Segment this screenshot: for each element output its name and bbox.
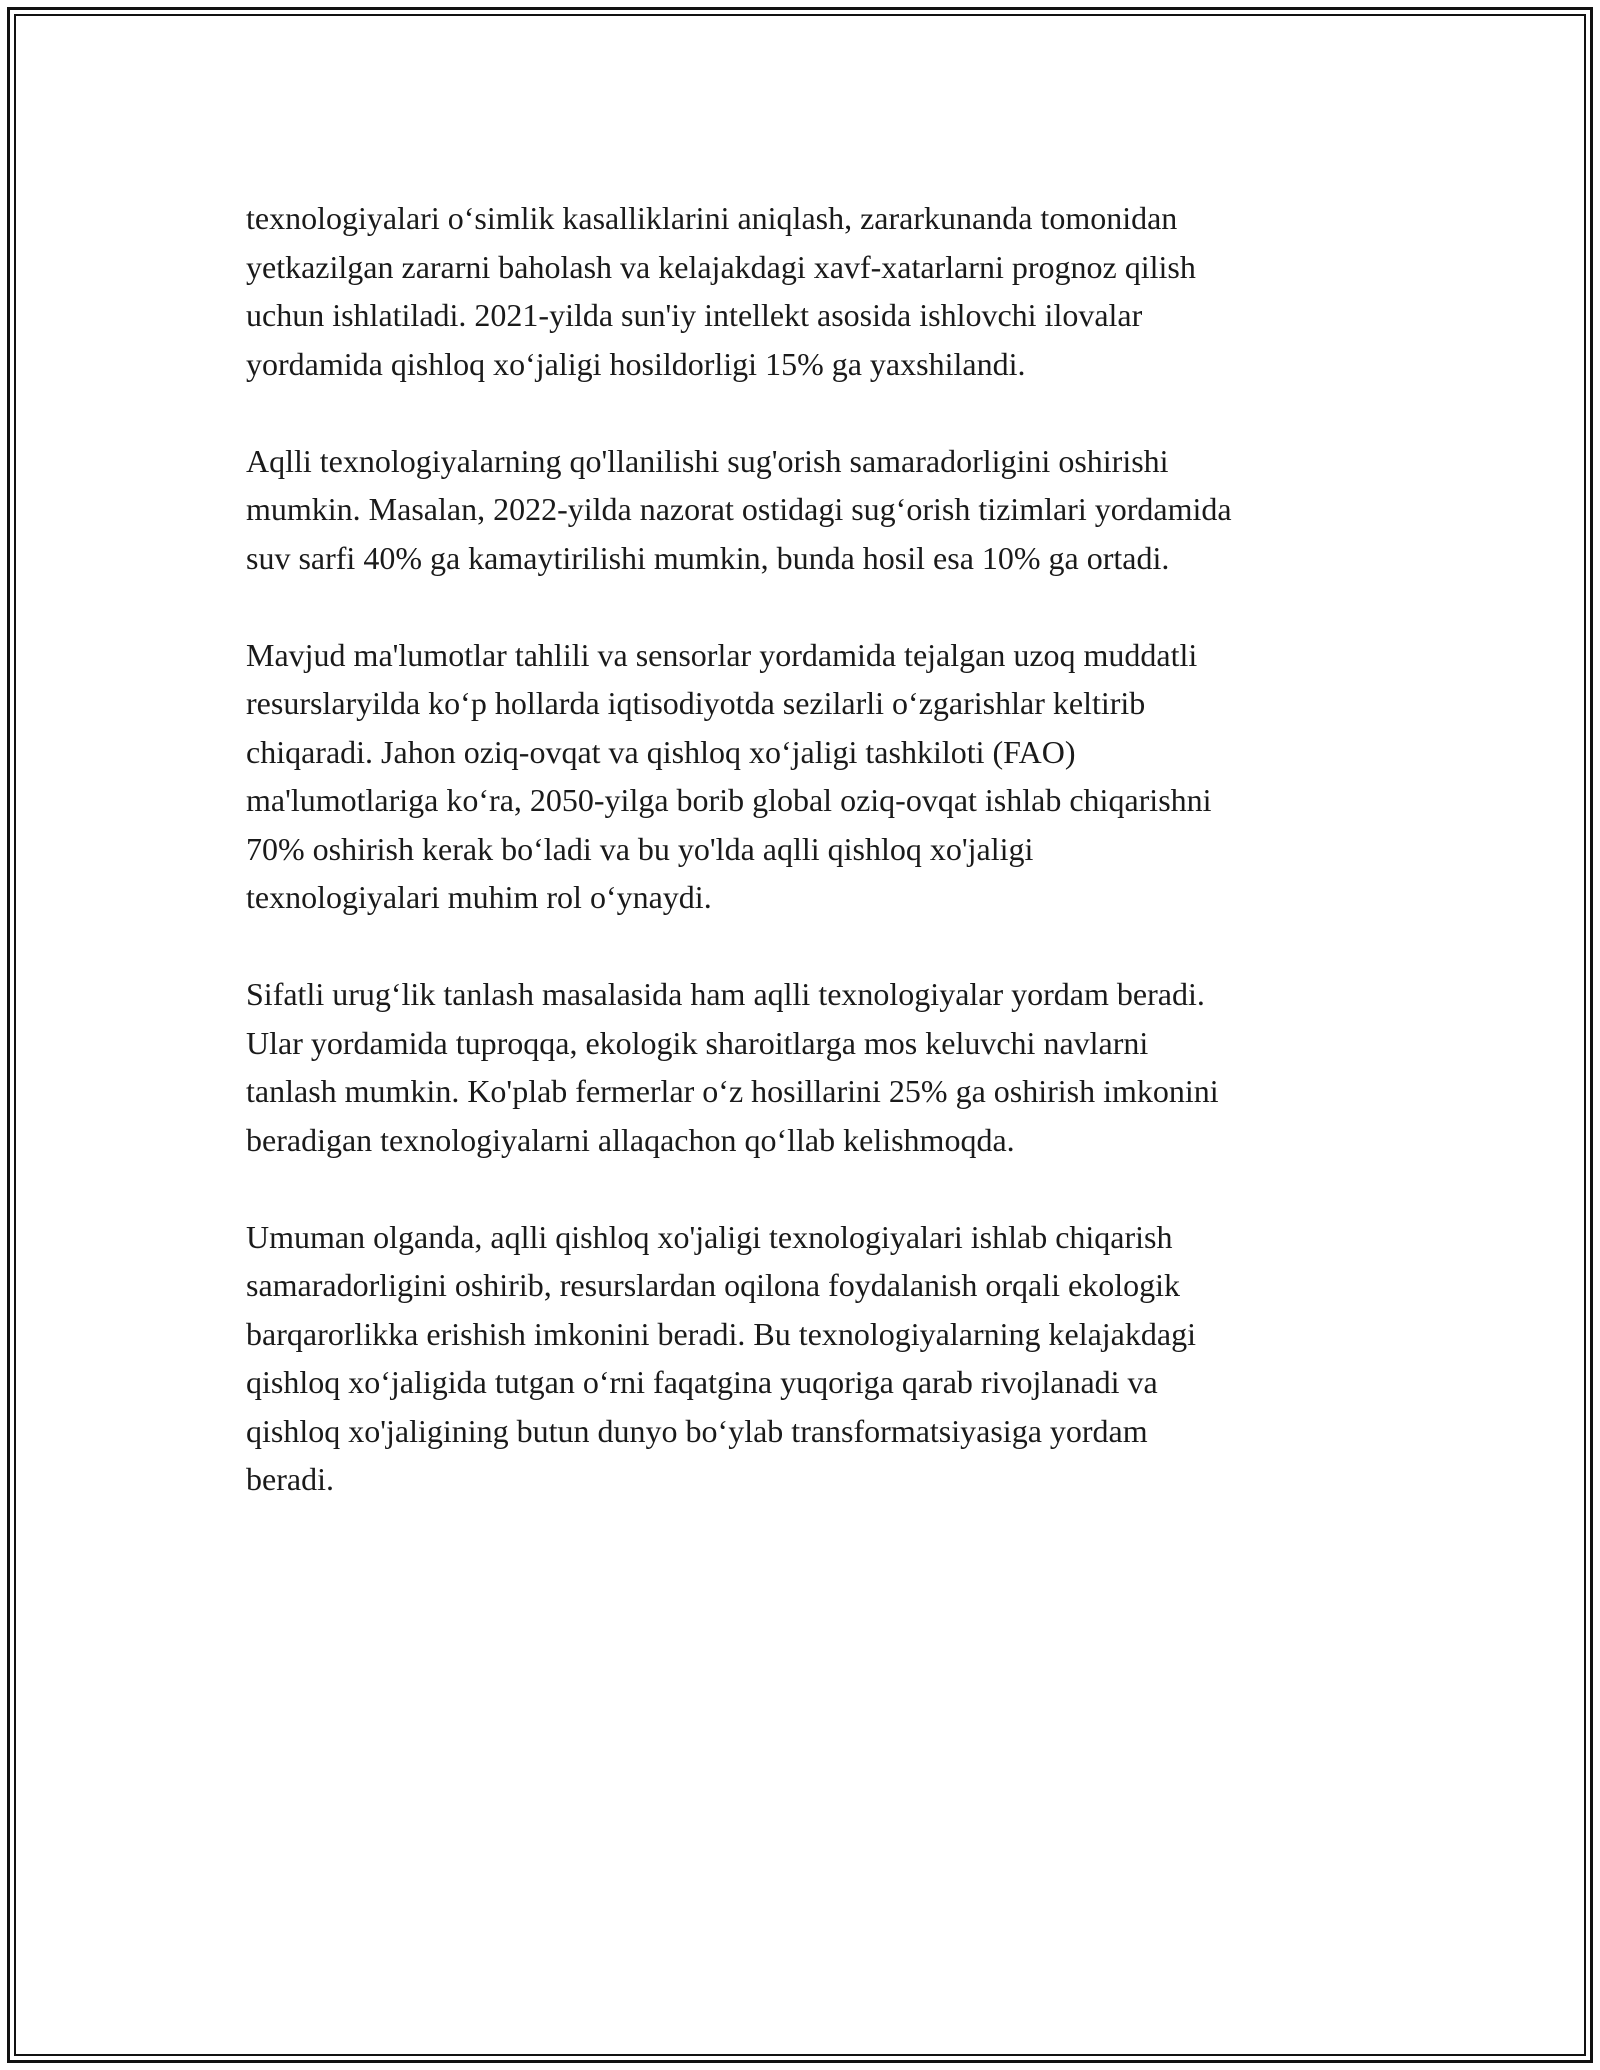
paragraph-2: Aqlli texnologiyalarning qo'llanilishi sug'orish samaradorligini oshirishi mumkin. Masalan, 2022-yilda nazorat ostidagi sug‘orish tizimlari yordamida suv sarfi 40% ga kamaytirilishi mumkin, bunda hosil esa 10% ga ortadi. <box>246 442 1232 576</box>
paragraph-1: texnologiyalari o‘simlik kasalliklarini aniqlash, zararkunanda tomonidan yetkazilgan zararni baholash va kelajakdagi xavf-xatarlarni prognoz qilish uchun ishlatiladi. 2021-yilda sun'iy intellekt asosida ishlovchi ilovalar yordamida qishloq xo‘jaligi hosildorligi 15% ga yaxshilandi. <box>246 200 1196 382</box>
paragraph-5: Umuman olganda, aqlli qishloq xo'jaligi texnologiyalari ishlab chiqarish samaradorligini oshirib, resurslardan oqilona foydalanish orqali ekologik barqarorlikka erishish imkonini beradi. Bu texnologiyalarning kelajakdagi qishloq xo‘jaligida tutgan o‘rni faqatgina yuqoriga qarab rivojlanadi va qishloq xo'jaligining butun dunyo bo‘ylab transformatsiyasiga yordam beradi. <box>246 1218 1196 1497</box>
page-frame <box>7 7 1593 2063</box>
document-body <box>246 194 1406 1552</box>
paragraph-4: Sifatli urug‘lik tanlash masalasida ham aqlli texnologiyalar yordam beradi. Ular yordamida tuproqqa, ekologik sharoitlarga mos keluvchi navlarni tanlash mumkin. Ko'plab fermerlar o‘z hosillarini 25% ga oshirish imkonini beradigan texnologiyalarni allaqachon qo‘llab kelishmoqda. <box>246 976 1219 1158</box>
paragraph-3: Mavjud ma'lumotlar tahlili va sensorlar yordamida tejalgan uzoq muddatli resurslaryilda ko‘p hollarda iqtisodiyotda sezilarli o‘zgarishlar keltirib chiqaradi. Jahon oziq-ovqat va qishloq xo‘jaligi tashkiloti (FAO) ma'lumotlariga ko‘ra, 2050-yilga borib global oziq-ovqat ishlab chiqarishni 70% oshirish kerak bo‘ladi va bu yo'lda aqlli qishloq xo'jaligi texnologiyalari muhim rol o‘ynaydi. <box>246 636 1212 915</box>
